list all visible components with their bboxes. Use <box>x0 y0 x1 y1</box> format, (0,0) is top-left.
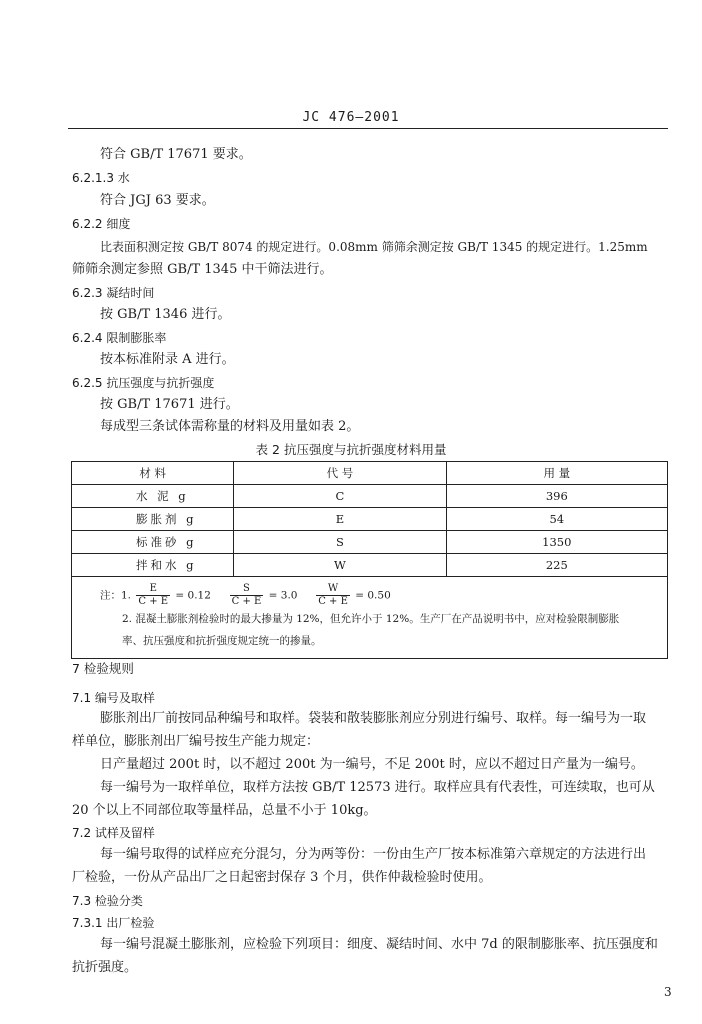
ratio-w-fraction <box>316 583 350 608</box>
body-line: 样单位，膨胀剂出厂编号按生产能力规定： <box>72 734 320 749</box>
table-row <box>72 531 668 554</box>
fraction-numerator: S <box>230 583 264 596</box>
body-line: 按 GB/T 17671 进行。 <box>100 397 239 412</box>
body-line: 每一编号为一取样单位，取样方法按 GB/T 12573 进行。取样应具有代表性，可连续取，也可从 <box>100 780 655 795</box>
section-heading: 7.2 试样及留样 <box>72 826 155 840</box>
section-heading: 6.2.4 限制膨胀率 <box>72 331 167 345</box>
ratio-e-fraction <box>136 583 170 608</box>
section-heading: 7.1 编号及取样 <box>72 691 155 705</box>
section-heading: 6.2.3 凝结时间 <box>72 286 155 300</box>
fraction-denominator: C + E <box>231 596 262 607</box>
table-header-cell: 代 号 <box>234 462 446 485</box>
table-row <box>72 554 668 577</box>
material-name: 膨胀剂 g <box>72 508 234 531</box>
material-name: 水 泥 g <box>72 485 234 508</box>
fraction-denominator: C + E <box>138 596 169 607</box>
section-heading: 6.2.5 抗压强度与抗折强度 <box>72 376 215 390</box>
body-line: 厂检验，一份从产品出厂之日起密封保存 3 个月，供作仲裁检验时使用。 <box>72 870 492 885</box>
chapter-heading: 7 检验规则 <box>72 661 134 676</box>
table-note <box>72 577 668 659</box>
ratio-s-value: = 3.0 <box>268 589 298 602</box>
ratio-w-value: = 0.50 <box>355 589 391 602</box>
material-code: E <box>234 508 446 531</box>
body-line: 筛筛余测定参照 GB/T 1345 中干筛法进行。 <box>72 262 333 277</box>
section-heading: 7.3.1 出厂检验 <box>72 916 155 930</box>
body-line: 符合 GB/T 17671 要求。 <box>100 147 252 162</box>
fraction-numerator: E <box>136 583 170 596</box>
fraction-denominator: C + E <box>318 596 348 607</box>
fraction-numerator: W <box>316 583 350 596</box>
note-2-line-1: 2. 混凝土膨胀剂检验时的最大掺量为 12%，但允许小于 12%。生产厂在产品说明书中，应对检验限制膨胀 <box>122 613 620 625</box>
table-row <box>72 485 668 508</box>
material-amount: 396 <box>446 485 667 508</box>
section-heading: 6.2.1.3 水 <box>72 171 130 185</box>
table-note-row <box>72 577 668 659</box>
ratio-s-fraction <box>230 583 264 608</box>
body-line: 日产量超过 200t 时，以不超过 200t 为一编号，不足 200t 时，应以不超过日产量为一编号。 <box>100 757 644 772</box>
page-header-code: JC 476—2001 <box>302 110 400 125</box>
body-line: 符合 JGJ 63 要求。 <box>100 193 215 208</box>
page-number: 3 <box>664 985 672 999</box>
material-code: W <box>234 554 446 577</box>
body-line: 20 个以上不同部位取等量样品，总量不小于 10kg。 <box>72 803 377 818</box>
body-line: 抗折强度。 <box>72 960 138 975</box>
header-rule <box>68 128 668 129</box>
material-amount: 225 <box>446 554 667 577</box>
body-line: 膨胀剂出厂前按同品种编号和取样。袋装和散装膨胀剂应分别进行编号、取样。每一编号为一取 <box>100 711 647 726</box>
section-heading: 7.3 检验分类 <box>72 894 143 908</box>
materials-table <box>71 461 668 659</box>
table-header-row <box>72 462 668 485</box>
table-caption: 表 2 抗压强度与抗折强度材料用量 <box>255 442 447 457</box>
material-code: S <box>234 531 446 554</box>
note-formulas <box>100 583 667 608</box>
body-line: 每一编号取得的试样应充分混匀，分为两等份：一份由生产厂按本标准第六章规定的方法进行出 <box>100 847 647 862</box>
note-prefix: 注：1. <box>100 589 132 602</box>
body-line: 每一编号混凝土膨胀剂，应检验下列项目：细度、凝结时间、水中 7d 的限制膨胀率、抗压强度和 <box>100 937 658 952</box>
body-line: 按 GB/T 1346 进行。 <box>100 307 231 322</box>
material-name: 标准砂 g <box>72 531 234 554</box>
ratio-e-value: = 0.12 <box>175 589 211 602</box>
table-row <box>72 508 668 531</box>
section-heading: 6.2.2 细度 <box>72 217 131 231</box>
material-code: C <box>234 485 446 508</box>
body-line: 比表面积测定按 GB/T 8074 的规定进行。0.08mm 筛筛余测定按 GB/T 1345 的规定进行。1.25mm <box>100 240 648 254</box>
table-header-cell: 材 料 <box>72 462 234 485</box>
note-2-line-2: 率、抗压强度和抗折强度规定统一的掺量。 <box>122 635 322 647</box>
material-name: 拌和水 g <box>72 554 234 577</box>
table-header-cell: 用 量 <box>446 462 667 485</box>
material-amount: 54 <box>446 508 667 531</box>
body-line: 每成型三条试体需称量的材料及用量如表 2。 <box>100 419 360 434</box>
material-amount: 1350 <box>446 531 667 554</box>
body-line: 按本标准附录 A 进行。 <box>100 352 235 367</box>
